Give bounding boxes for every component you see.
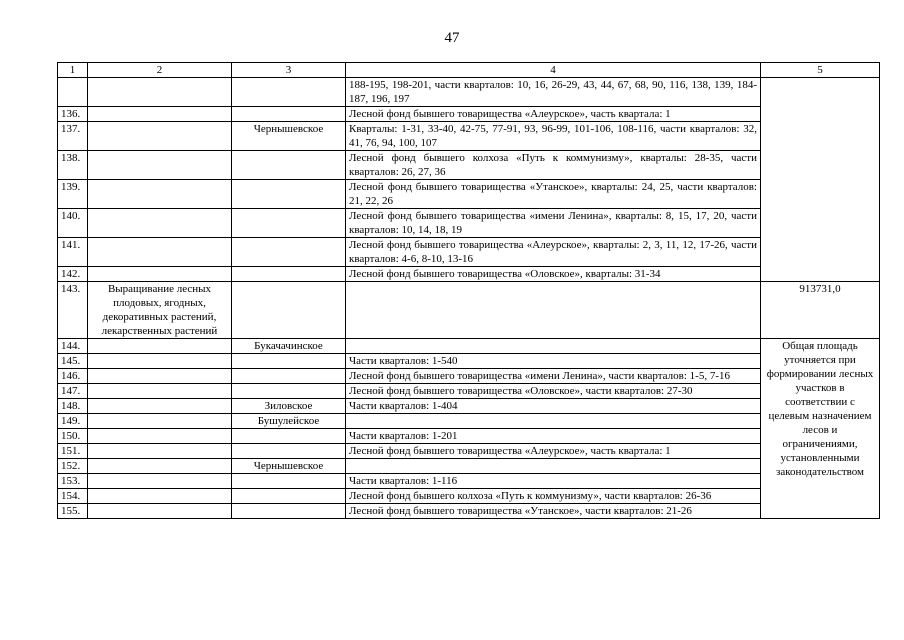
quarters-cell (346, 282, 761, 339)
row-number: 136. (58, 107, 88, 122)
quarters-cell: 188-195, 198-201, части кварталов: 10, 16, 26-29, 43, 44, 67, 68, 90, 116, 138, 139, 184-187, 196, 197 (346, 78, 761, 107)
quarters-cell: Лесной фонд бывшего товарищества «Алеурское», кварталы: 2, 3, 11, 12, 17-26, части кварталов: 4-6, 8-10, 13-16 (346, 238, 761, 267)
forestry-cell: Чернышевское (232, 122, 346, 151)
area-note: Общая площадь уточняется при формировании лесных участков в соответствии с целевым назначением лесов и ограничениями, установленными законодательством (761, 339, 880, 519)
forestry-cell (232, 209, 346, 238)
table-row (58, 504, 880, 519)
activity-cell (88, 414, 232, 429)
table-row (58, 122, 880, 151)
quarters-cell: Части кварталов: 1-201 (346, 429, 761, 444)
activity-cell (88, 444, 232, 459)
quarters-cell: Лесной фонд бывшего колхоза «Путь к коммунизму», части кварталов: 26-36 (346, 489, 761, 504)
activity-cell (88, 489, 232, 504)
activity-cell (88, 78, 232, 107)
activity-cell (88, 151, 232, 180)
table-row (58, 180, 880, 209)
forestry-cell (232, 369, 346, 384)
quarters-cell: Лесной фонд бывшего товарищества «Оловское», части кварталов: 27-30 (346, 384, 761, 399)
forestry-cell (232, 238, 346, 267)
header-row (58, 63, 880, 78)
forestry-cell (232, 384, 346, 399)
quarters-cell: Лесной фонд бывшего товарищества «Алеурское», часть квартала: 1 (346, 107, 761, 122)
table-row (58, 238, 880, 267)
quarters-cell (346, 459, 761, 474)
quarters-cell: Лесной фонд бывшего товарищества «Алеурское», часть квартала: 1 (346, 444, 761, 459)
activity-cell (88, 267, 232, 282)
table-row (58, 339, 880, 354)
row-number: 141. (58, 238, 88, 267)
forestry-cell (232, 354, 346, 369)
row-number: 146. (58, 369, 88, 384)
table-row (58, 399, 880, 414)
table-row (58, 107, 880, 122)
forestry-cell (232, 504, 346, 519)
area-value: 913731,0 (761, 282, 880, 339)
quarters-cell: Части кварталов: 1-116 (346, 474, 761, 489)
forestry-cell: Букачачинское (232, 339, 346, 354)
table-row (58, 369, 880, 384)
activity-cell: Выращивание лесных плодовых, ягодных, декоративных растений, лекарственных растений (88, 282, 232, 339)
activity-cell (88, 399, 232, 414)
forestry-cell (232, 107, 346, 122)
quarters-cell: Лесной фонд бывшего товарищества «Утанское», кварталы: 24, 25, части кварталов: 21, 22, 26 (346, 180, 761, 209)
forestry-cell (232, 474, 346, 489)
row-number: 147. (58, 384, 88, 399)
quarters-cell: Части кварталов: 1-404 (346, 399, 761, 414)
area-cell (761, 78, 880, 282)
row-number: 140. (58, 209, 88, 238)
row-number: 137. (58, 122, 88, 151)
forestry-cell (232, 267, 346, 282)
row-number: 151. (58, 444, 88, 459)
row-number: 144. (58, 339, 88, 354)
activity-cell (88, 384, 232, 399)
forestry-cell (232, 444, 346, 459)
row-number: 143. (58, 282, 88, 339)
header-cell: 2 (88, 63, 232, 78)
row-number: 155. (58, 504, 88, 519)
forestry-cell (232, 429, 346, 444)
forestry-cell (232, 282, 346, 339)
table-row (58, 354, 880, 369)
activity-cell (88, 238, 232, 267)
quarters-cell (346, 339, 761, 354)
forestry-cell (232, 180, 346, 209)
forestry-cell (232, 151, 346, 180)
quarters-cell: Лесной фонд бывшего товарищества «Оловское», кварталы: 31-34 (346, 267, 761, 282)
activity-cell (88, 474, 232, 489)
forestry-cell: Зиловское (232, 399, 346, 414)
quarters-cell: Лесной фонд бывшего товарищества «имени Ленина», кварталы: 8, 15, 17, 20, части кварталов: 10, 14, 18, 19 (346, 209, 761, 238)
row-number: 152. (58, 459, 88, 474)
table-row (58, 459, 880, 474)
table-row (58, 267, 880, 282)
page-number: 47 (444, 30, 460, 46)
activity-cell (88, 339, 232, 354)
forestry-cell (232, 78, 346, 107)
quarters-cell: Кварталы: 1-31, 33-40, 42-75, 77-91, 93, 96-99, 101-106, 108-116, части кварталов: 32, 41, 76, 94, 100, 107 (346, 122, 761, 151)
header-cell: 4 (346, 63, 761, 78)
row-number (58, 78, 88, 107)
activity-cell (88, 107, 232, 122)
activity-cell (88, 180, 232, 209)
table-row (58, 282, 880, 339)
table-row (58, 474, 880, 489)
table-row (58, 489, 880, 504)
forestry-cell (232, 489, 346, 504)
table-row (58, 414, 880, 429)
quarters-cell: Лесной фонд бывшего товарищества «Утанское», части кварталов: 21-26 (346, 504, 761, 519)
row-number: 154. (58, 489, 88, 504)
row-number: 148. (58, 399, 88, 414)
row-number: 139. (58, 180, 88, 209)
quarters-cell: Части кварталов: 1-540 (346, 354, 761, 369)
row-number: 142. (58, 267, 88, 282)
activity-cell (88, 122, 232, 151)
header-cell: 5 (761, 63, 880, 78)
header-cell: 3 (232, 63, 346, 78)
header-cell: 1 (58, 63, 88, 78)
table-row (58, 444, 880, 459)
table-row (58, 209, 880, 238)
row-number: 138. (58, 151, 88, 180)
table-row (58, 78, 880, 107)
activity-cell (88, 209, 232, 238)
row-number: 153. (58, 474, 88, 489)
quarters-cell: Лесной фонд бывшего товарищества «имени Ленина», части кварталов: 1-5, 7-16 (346, 369, 761, 384)
activity-cell (88, 369, 232, 384)
table-row (58, 429, 880, 444)
forestry-cell: Бушулейское (232, 414, 346, 429)
activity-cell (88, 429, 232, 444)
row-number: 150. (58, 429, 88, 444)
activity-cell (88, 504, 232, 519)
row-number: 149. (58, 414, 88, 429)
row-number: 145. (58, 354, 88, 369)
table-row (58, 384, 880, 399)
activity-cell (88, 459, 232, 474)
quarters-cell: Лесной фонд бывшего колхоза «Путь к коммунизму», кварталы: 28-35, части кварталов: 26, 27, 36 (346, 151, 761, 180)
quarters-cell (346, 414, 761, 429)
forest-use-table (57, 62, 880, 519)
table-row (58, 151, 880, 180)
forestry-cell: Чернышевское (232, 459, 346, 474)
activity-cell (88, 354, 232, 369)
